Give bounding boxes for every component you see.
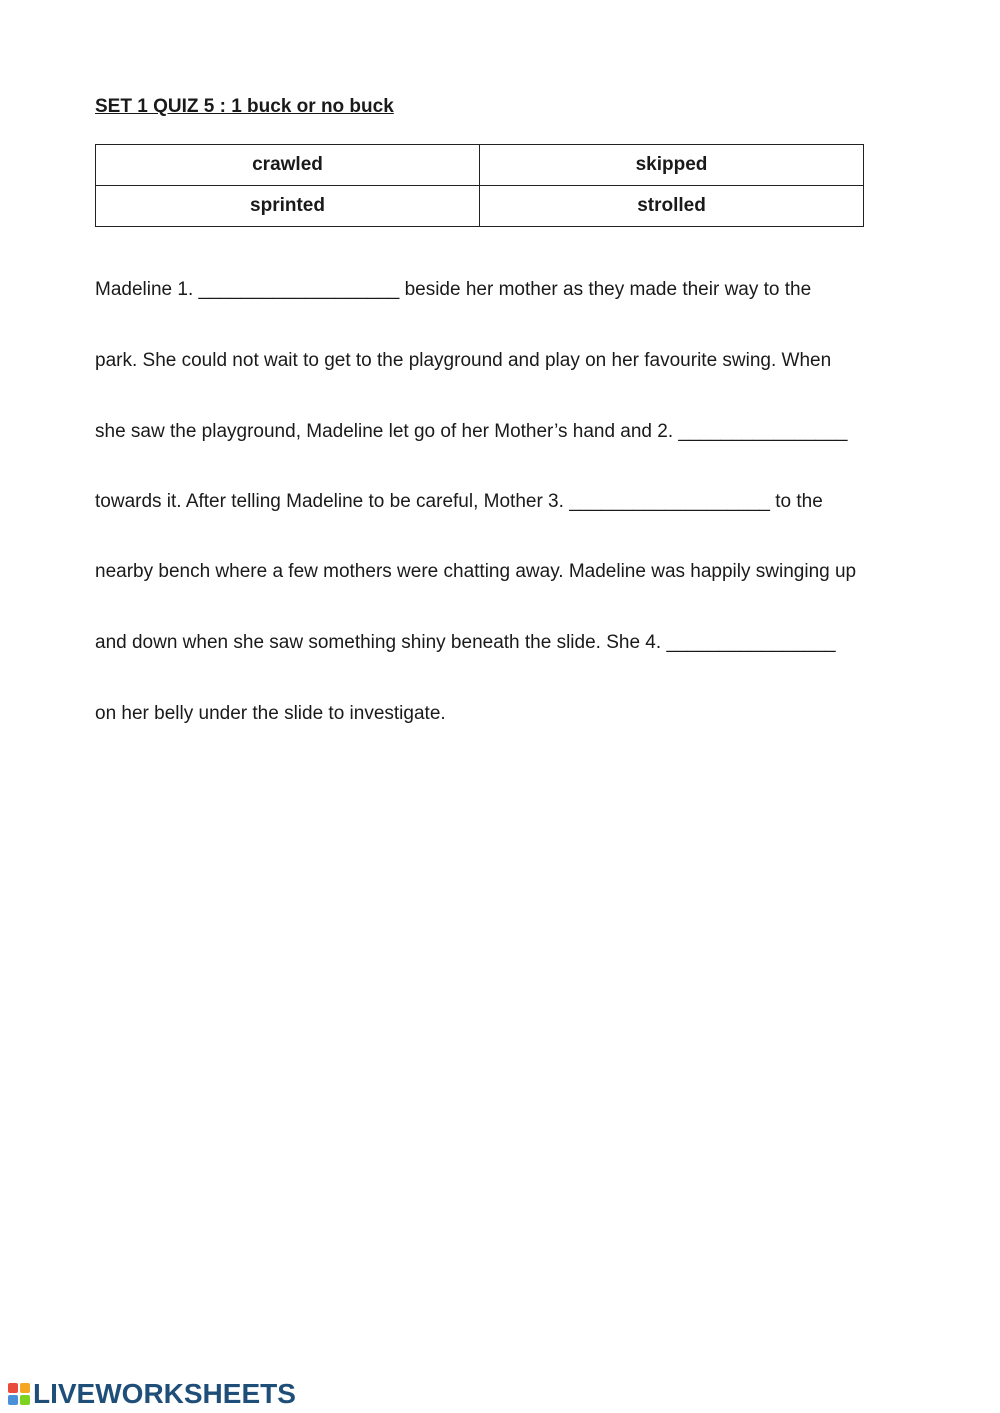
passage-text: park. She could not wait to get to the playground and play on her favourite swing. When [95, 350, 832, 371]
worksheet-title: SET 1 QUIZ 5 : 1 buck or no buck [95, 96, 394, 117]
passage-text: beside her mother as they made their way to the [399, 279, 812, 300]
word-bank-row [96, 186, 864, 227]
logo-square [8, 1395, 18, 1405]
logo-text: LIVEWORKSHEETS [33, 1378, 296, 1409]
passage-line [95, 490, 823, 514]
liveworksheets-logo [8, 1379, 296, 1409]
passage-text: Madeline 1. [95, 279, 199, 300]
passage-line [95, 631, 836, 655]
passage-line [95, 278, 811, 302]
passage-line [95, 560, 856, 584]
answer-blank-3[interactable]: ___________________ [569, 491, 770, 512]
passage-text: and down when she saw something shiny beneath the slide. She 4. [95, 632, 667, 653]
word-bank-table [95, 144, 864, 227]
passage-line [95, 420, 847, 444]
word-bank-cell: crawled [96, 145, 480, 186]
answer-blank-4[interactable]: ________________ [666, 632, 836, 653]
logo-square [8, 1383, 18, 1393]
passage-text: to the [769, 491, 823, 512]
word-bank-cell: skipped [480, 145, 864, 186]
passage-text: nearby bench where a few mothers were chatting away. Madeline was happily swinging up [95, 561, 857, 582]
passage-line [95, 349, 831, 373]
answer-blank-2[interactable]: ________________ [678, 421, 848, 442]
logo-square [20, 1383, 30, 1393]
passage-text: she saw the playground, Madeline let go of her Mother’s hand and 2. [95, 421, 679, 442]
word-bank-cell: strolled [480, 186, 864, 227]
passage-text: towards it. After telling Madeline to be careful, Mother 3. [95, 491, 570, 512]
word-bank-cell: sprinted [96, 186, 480, 227]
logo-square [20, 1395, 30, 1405]
logo-icon [8, 1383, 30, 1405]
answer-blank-1[interactable]: ___________________ [198, 279, 400, 300]
word-bank-row [96, 145, 864, 186]
passage-line [95, 702, 446, 726]
passage-text: on her belly under the slide to investigate. [95, 703, 446, 724]
